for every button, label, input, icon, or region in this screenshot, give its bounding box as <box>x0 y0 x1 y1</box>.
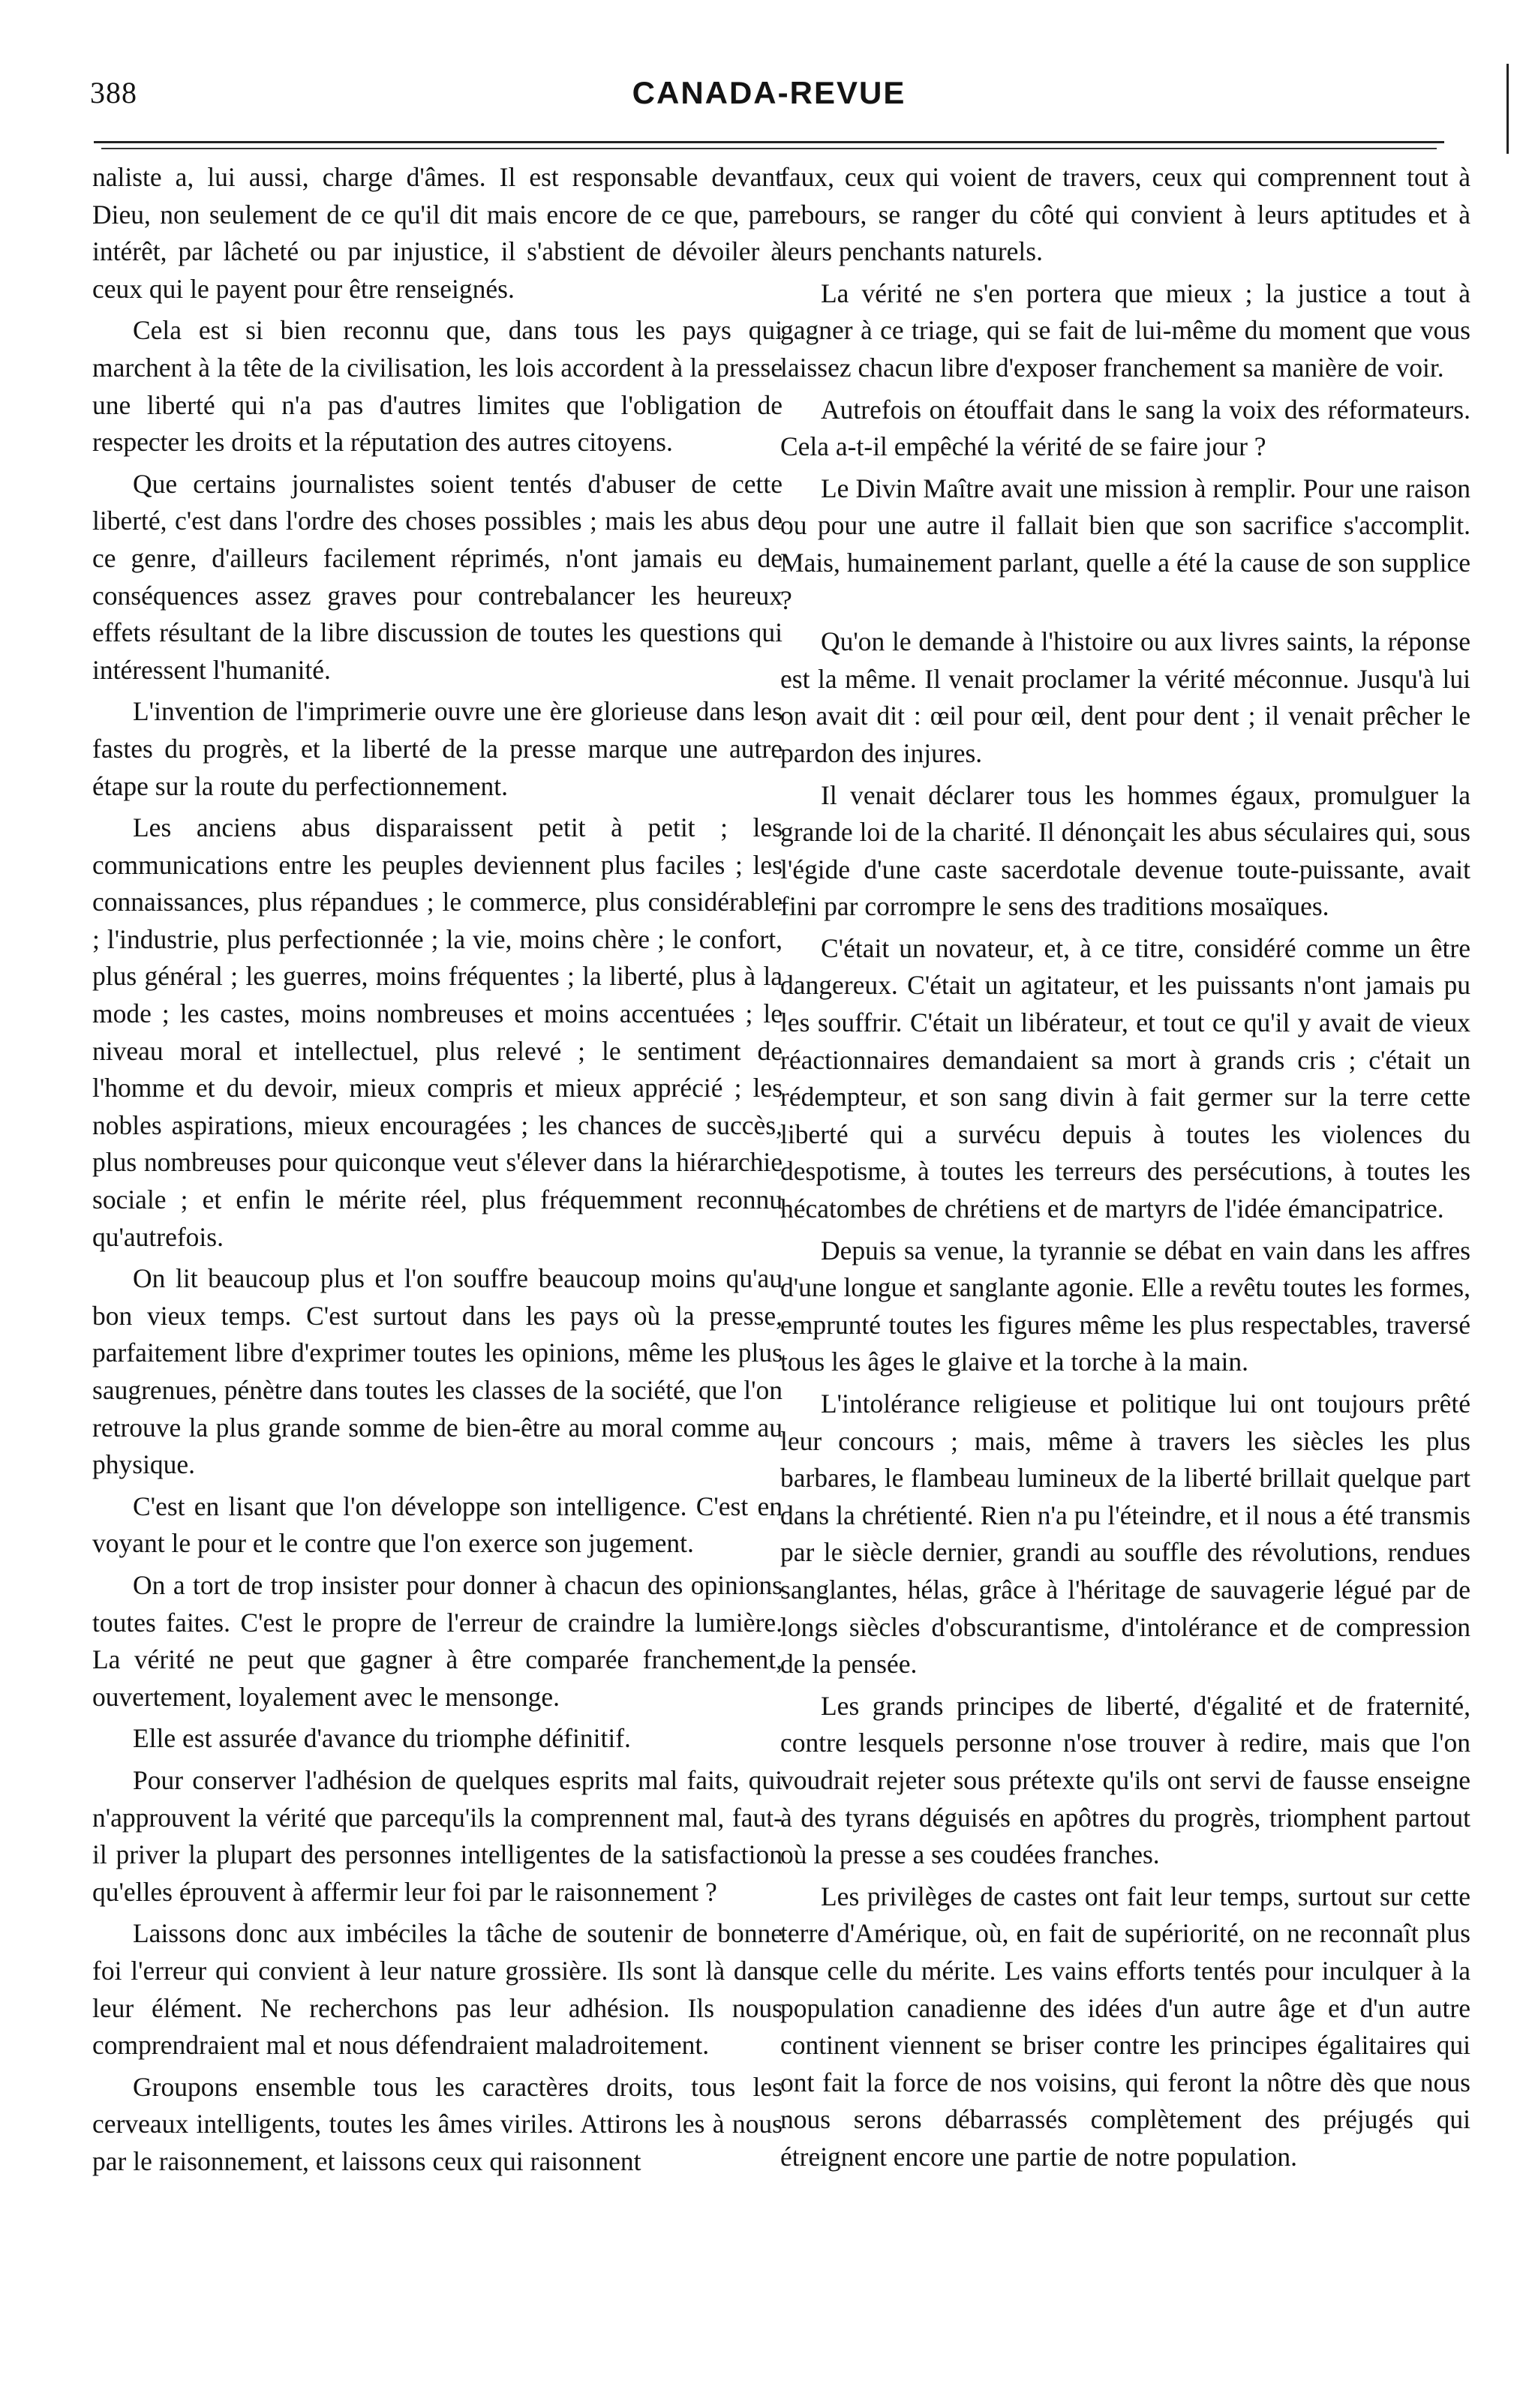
paragraph: C'est en lisant que l'on développe son intelligence. C'est en voyant le pour et le contre que l'on exerce son jugement. <box>92 1491 783 1559</box>
paragraph: Pour conserver l'adhésion de quelques esprits mal faits, qui n'approuvent la vérité que parcequ'ils la comprennent mal, faut-il priver la plupart des personnes intelligentes de la satisfaction qu'elles éprouvent à affermir leur foi par le raisonnement ? <box>92 1764 783 1907</box>
paragraph: On lit beaucoup plus et l'on souffre beaucoup moins qu'au bon vieux temps. C'est surtout dans les pays où la presse, parfaitement libre d'exprimer toutes les opinions, même les plus saugrenues, pénètre dans toutes les classes de la société, que l'on retrouve la plus grande somme de bien-être au moral comme au physique. <box>92 1263 783 1480</box>
paragraph: Cela est si bien reconnu que, dans tous les pays qui marchent à la tête de la civilisation, les lois accordent à la presse une liberté qui n'a pas d'autres limites que l'obligation de respecter les droits et la réputation des autres citoyens. <box>92 315 783 458</box>
page-header <box>90 75 1448 129</box>
paragraph: Elle est assurée d'avance du triomphe définitif. <box>133 1723 631 1754</box>
paragraph: Groupons ensemble tous les caractères droits, tous les cerveaux intelligents, toutes les âmes viriles. Attirons les à nous par le raisonnement, et laissons ceux qui raisonnent <box>92 2071 783 2176</box>
header-rule-double <box>101 148 1437 149</box>
page-number: 388 <box>90 76 137 110</box>
paragraph: naliste a, lui aussi, charge d'âmes. Il est responsable devant Dieu, non seulement de ce qu'il dit mais encore de ce que, par intérêt, par lâcheté ou par injustice, il s'abstient de dévoiler à ceux qui le payent pour être renseignés. <box>92 162 783 304</box>
margin-mark <box>1506 64 1509 154</box>
header-rule <box>94 141 1444 143</box>
paragraph: Les grands principes de liberté, d'égalité et de fraternité, contre lesquels personne n'ose trouver à redire, mais que l'on voudrait rejeter sous prétexte qu'ils ont servi de fausse enseigne à des tyrans déguisés en apôtres du progrès, triomphent partout où la presse a ses coudées franches. <box>780 1690 1470 1870</box>
paragraph: Les anciens abus disparaissent petit à petit ; les communications entre les peuples deviennent plus faciles ; les connaissances, plus répandues ; le commerce, plus considérable ; l'industrie, plus perfectionnée ; la vie, moins chère ; le confort, plus général ; les guerres, moins fréquentes ; la liberté, plus à la mode ; les castes, moins nombreuses et moins accentuées ; le niveau moral et intellectuel, plus relevé ; le sentiment de l'homme et du devoir, mieux compris et mieux apprécié ; les nobles aspirations, mieux encouragées ; les chances de succès, plus nombreuses pour quiconque veut s'élever dans la hiérarchie sociale ; et enfin le mérite réel, plus fréquemment reconnu qu'autrefois. <box>92 812 783 1252</box>
paragraph: Les privilèges de castes ont fait leur temps, surtout sur cette terre d'Amérique, où, en fait de supériorité, on ne reconnaît plus que celle du mérite. Les vains efforts tentés pour inculquer à la population canadienne des idées d'un autre âge et d'un autre continent viennent se briser contre les principes égalitaires qui ont fait la force de nos voisins, qui feront la nôtre dès que nous nous serons débarrassés complètement des préjugés qui étreignent encore une partie de notre population. <box>780 1881 1470 2172</box>
paragraph: faux, ceux qui voient de travers, ceux qui comprennent tout à rebours, se ranger du côté qui convient à leurs aptitudes et à leurs penchants naturels. <box>780 162 1470 267</box>
paragraph: C'était un novateur, et, à ce titre, considéré comme un être dangereux. C'était un agitateur, et les puissants n'ont jamais pu les souffrir. C'était un libérateur, et tout ce qu'il y avait de vieux réactionnaires demandaient sa mort à grands cris ; c'était un rédempteur, et son sang divin à fait germer sur la terre cette liberté qui a survécu depuis à toutes les violences du despotisme, à toutes les terreurs des persécutions, à toutes les hécatombes de chrétiens et de martyrs de l'idée émancipatrice. <box>780 932 1470 1224</box>
running-head: CANADA-REVUE <box>632 75 906 110</box>
right-column <box>780 159 1470 2180</box>
paragraph: L'invention de l'imprimerie ouvre une ère glorieuse dans les fastes du progrès, et la liberté de la presse marque une autre étape sur la route du perfectionnement. <box>92 696 783 801</box>
paragraph: Qu'on le demande à l'histoire ou aux livres saints, la réponse est la même. Il venait proclamer la vérité méconnue. Jusqu'à lui on avait dit : œil pour œil, dent pour dent ; il venait prêcher le pardon des injures. <box>780 626 1470 768</box>
paragraph: L'intolérance religieuse et politique lui ont toujours prêté leur concours ; mais, même à travers les siècles les plus barbares, le flambeau lumineux de la liberté brillait quelque part dans la chrétienté. Rien n'a pu l'éteindre, et il nous a été transmis par le siècle dernier, grandi au souffle des révolutions, rendues sanglantes, hélas, grâce à l'héritage de sauvagerie légué par de longs siècles d'obscurantisme, d'intolérance et de compression de la pensée. <box>780 1389 1470 1680</box>
paragraph: Le Divin Maître avait une mission à remplir. Pour une raison ou pour une autre il fallait bien que son sacrifice s'accomplit. Mais, humainement parlant, quelle a été la cause de son supplice ? <box>780 473 1470 615</box>
paragraph: Que certains journalistes soient tentés d'abuser de cette liberté, c'est dans l'ordre des choses possibles ; mais les abus de ce genre, d'ailleurs facilement réprimés, n'ont jamais eu de conséquences assez graves pour contrebalancer les heureux effets résultant de la libre discussion de toutes les questions qui intéressent l'humanité. <box>92 468 783 685</box>
paragraph: On a tort de trop insister pour donner à chacun des opinions toutes faites. C'est le propre de l'erreur de craindre la lumière. La vérité ne peut que gagner à être comparée franchement, ouvertement, loyalement avec le mensonge. <box>92 1569 783 1712</box>
paragraph: Laissons donc aux imbéciles la tâche de soutenir de bonne foi l'erreur qui convient à leur nature grossière. Ils sont là dans leur élément. Ne recherchons pas leur adhésion. Ils nous comprendraient mal et nous défendraient maladroitement. <box>92 1918 783 2061</box>
paragraph: La vérité ne s'en portera que mieux ; la justice a tout à gagner à ce triage, qui se fait de lui-même du moment que vous laissez chacun libre d'exposer franchement sa manière de voir. <box>780 278 1470 383</box>
left-column <box>92 159 783 2184</box>
paragraph: Depuis sa venue, la tyrannie se débat en vain dans les affres d'une longue et sanglante agonie. Elle a revêtu toutes les formes, emprunté toutes les figures même les plus respectables, traversé tous les âges le glaive et la torche à la main. <box>780 1235 1470 1377</box>
paragraph: Il venait déclarer tous les hommes égaux, promulguer la grande loi de la charité. Il dénonçait les abus séculaires qui, sous l'égide d'une caste sacerdotale devenue toute-puissante, avait fini par corrompre le sens des traditions mosaïques. <box>780 779 1470 922</box>
paragraph: Autrefois on étouffait dans le sang la voix des réformateurs. Cela a-t-il empêché la vérité de se faire jour ? <box>780 394 1470 462</box>
